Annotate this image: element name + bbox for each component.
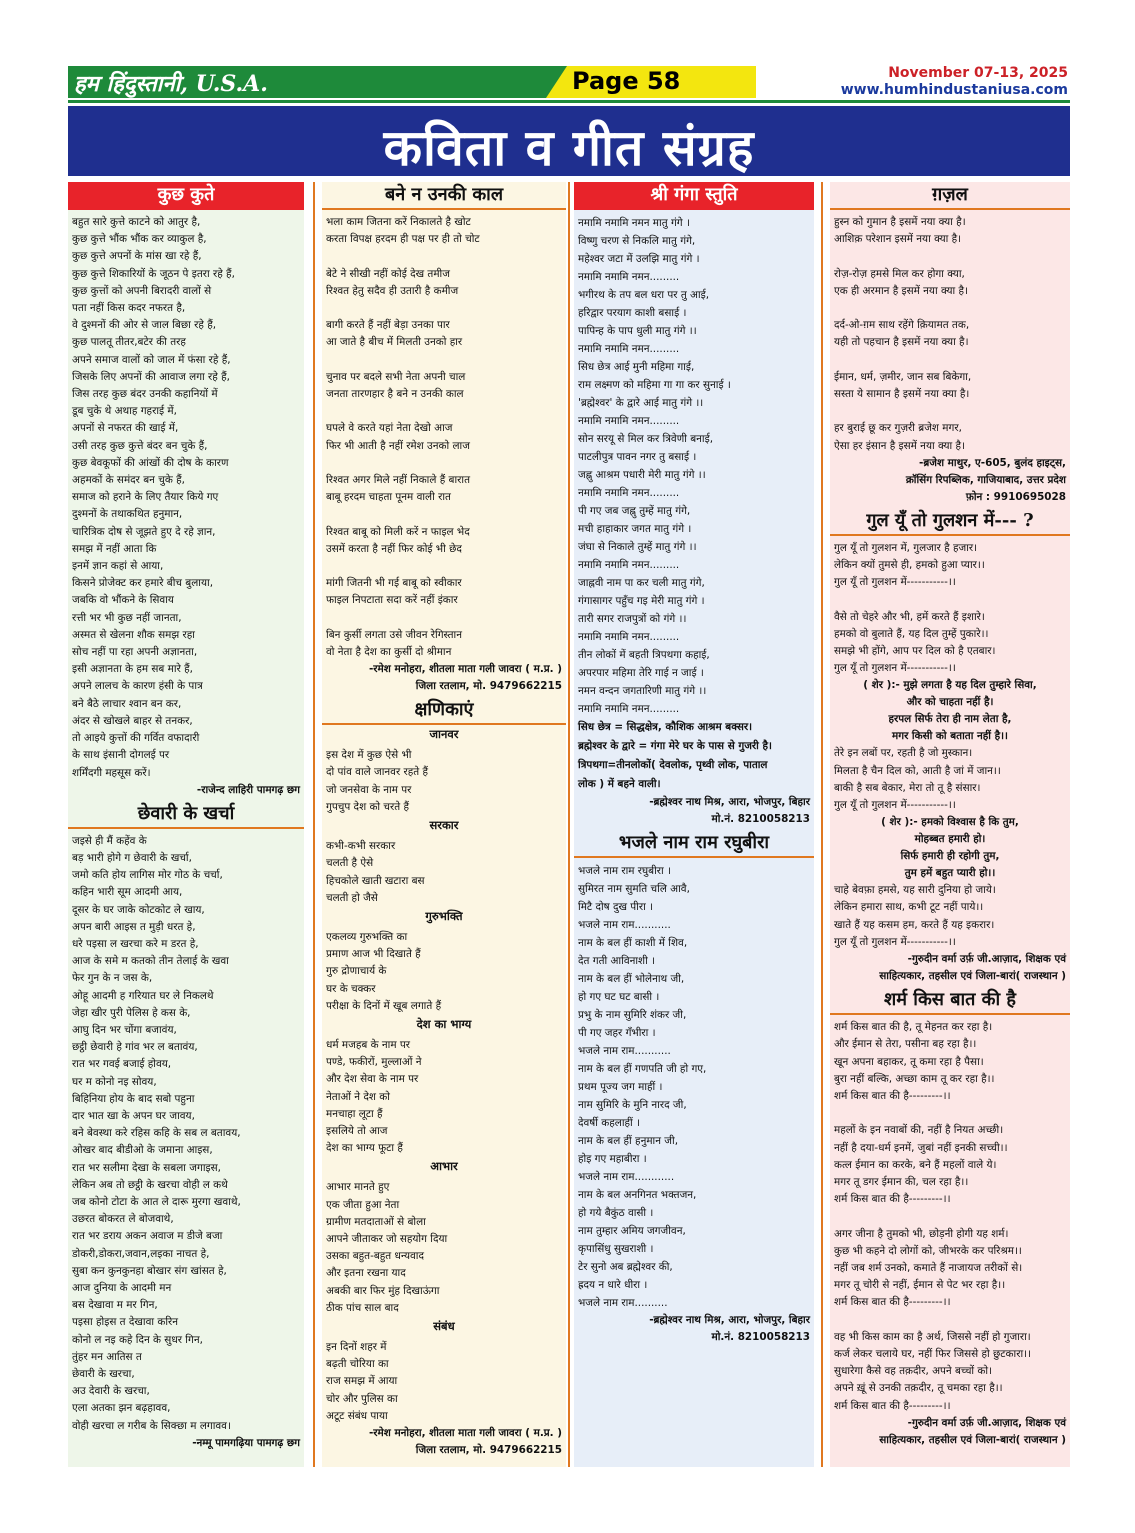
poem-text: गुल यूँ तो गुलशन में, गुलजार है हजार। लेकिन क्यों तुमसे ही, हमको हुआ प्यार।। गुल यूँ तो गुलशन में-----------।। वैसे तो चेहरे और भी, हमें करते हैं इशारे। हमको वो बुलाते हैं, यह दिल तुम्हें पुकारे।। समझे भी होंगे, आप पर दिल को है एतबार। गुल यूँ तो गुलशन में-----------।। [834,541,996,675]
poem-text: बहुत सारे कुत्ते काटने को आतुर है, कुछ कुत्ते भौंक भौंक कर व्याकुल है, कुछ कुत्ते अपनों के मांस खा रहे हैं, कुछ कुत्ते शिकारियों के जूठन पे इतरा रहे हैं, कुछ कुत्तों को अपनी बिरादरी वालों से पता नहीं किस कदर नफरत है, वे दुश्मनों की ओर से जाल बिछा रहे हैं, कुछ पालतू तीतर,बटेर की तरह अपने समाज वालों को जाल में फंसा रहे हैं, जिसके लिए अपनों की आवाज लगा रहे हैं, जिस तरह कुछ बंदर उनकी कहानियों में डूब चुके थे अथाह गहराई में, अपनों से नफरत की खाई में, उसी तरह कुछ कुत्ते बंदर बन चुके हैं, कुछ बेवकूफों की आंखों की दोष के कारण अहमकों के समंदर बन चुके हैं, समाज को हराने के लिए तैयार किये गए दुश्मनों के तथाकथित हनुमान, चारित्रिक दोष से जूझते हुए दे रहे ज्ञान, समझ में नहीं आता कि इनमें ज्ञान कहां से आया, किसने प्रोजेक्ट कर हमारे बीच बुलाया, जबकि वो भौंकने के सिवाय रत्ती भर भी कुछ नहीं जानता, अस्मत से खेलना शौक समझ रहा सोच नहीं पा रहा अपनी अज्ञानता, इसी अज्ञानता के हम सब मारे हैं, अपने लालच के कारण हंसी के पात्र बने बैठे लाचार श्वान बन कर, अंदर से खोखले बाहर से तनकर, तो आइये कुत्तों की गर्वित वफादारी के साथ इंसानी दोगलई पर शर्मिंदगी महसूस करें। [72,216,235,779]
section-title: कविता व गीत संग्रह [383,118,755,177]
short-poem-text: इस देश में कुछ ऐसे भी दो पांव वाले जानवर रहते हैं जो जनसेवा के नाम पर गुपचुप देश को चरते हैं [326,749,429,813]
poem-text: चाहे बेवफ़ा हमसे, यह सारी दुनिया हो जाये। लेकिन हमारा साथ, कभी टूट नहीं पाये।। खाते हैं यह कसम हम, करते हैं यह इकरार। गुल यूँ तो गुलशन में-----------।। [834,884,996,948]
poem-text: हुस्न को गुमान है इसमें नया क्या है। आशिक़ परेशान इसमें नया क्या है। रोज़-रोज़ हमसे मिल कर होगा क्या, एक ही अरमान है इसमें नया क्या है। दर्द-ओ-ग़म साथ रहेंगे क़ियामत तक, यही तो पहचान है इसमें नया क्या है। ईमान, धर्म, ज़मीर, जान सब बिकेगा, सस्ता ये सामान है इसमें नया क्या है। हर बुराई छू कर गुज़री ब्रजेश मगर, ऐसा हर इंसान है इसमें नया क्या है। [834,216,972,452]
column-divider [313,182,315,1467]
poem-text: नमामि नमामि नमन मातु गंगे । विष्णु चरण से निकलि मातु गंगे, महेश्वर जटा में उलझि मातु गंगे । नमामि नमामि नमन......... भगीरथ के तप बल धरा पर तु आई, हरिद्वार परयाग काशी बसाई । पापिन्ह के पाप धुली मातु गंगे ।। नमामि नमामि नमन......... सिध छेत्र आई मुनी महिमा गाई, राम लक्ष्मण को महिमा गा गा कर सुनाई । 'ब्रह्मेश्वर' के द्वारे आई मातु गंगे ।। नमामि नमामि नमन......... सोन सरयू से मिल कर त्रिवेणी बनाई, पाटलीपुत्र पावन नगर तु बसाई । जह्नु आश्रम पधारी मेरी मातु गंगे ।। नमामि नमामि नमन......... पी गए जब जह्नु तुम्हें मातु गंगे, मची हाहाकार जगत मातु गंगे । जंघा से निकाले तुम्हें मातु गंगे ।। नमामि नमामि नमन......... जाह्नवी नाम पा कर चली मातु गंगे, गंगासागर पहुँच गइ मेरी मातु गंगे । तारी सगर राजपुत्रों को गंगे ।। नमामि नमामि नमन......... तीन लोकों में बहती त्रिपथगा कहाई, अपरपार महिमा तेरि गाई न जाई । नमन वन्दन जगतारिणी मातु गंगे ।। नमामि नमामि नमन......... [578,217,731,715]
section-banner [68,106,1070,176]
poem-credit: -ब्रह्मेश्वर नाथ मिश्र, आरा, भोजपुर, बिहार मो.नं. 8210058213 [649,796,810,825]
poem-title: श्री गंगा स्तुति [574,182,814,210]
poem-title: ग़ज़ल [830,182,1070,210]
poem-text: शर्म किस बात की है, तू मेहनत कर रहा है। और ईमान से तेरा, पसीना बह रहा है।। खून अपना बहाकर, तू कमा रहा है पैसा। बुरा नहीं बल्कि, अच्छा काम तू कर रहा है।। शर्म किस बात की है---------।। महलों के इन नवाबों की, नहीं है नियत अच्छी। नहीं है दया-धर्म इनमें, जुबां नहीं इनकी सच्ची।। कत्ल ईमान का करके, बने हैं महलों वाले ये। मगर तू डगर ईमान की, चल रहा है।। शर्म किस बात की है---------।। अगर जीना है तुमको भी, छोड़नी होगी यह शर्म। कुछ भी कहने दो लोगों को, जीभरके कर परिश्रम।। नहीं जब शर्म उनको, कमाते हैं नाजायज तरीकों से। मगर तू चोरी से नहीं, ईमान से पेट भर रहा है।। शर्म किस बात की है---------।। वह भी किस काम का है अर्थ, जिससे नहीं हो गुजारा। कर्ज लेकर चलाये घर, नहीं फिर जिससे हो छुटकारा।। सुधारेगा कैसे वह तक़दीर, अपने बच्चों को। अपने ख़ूं से उनकी तक़दीर, तू चमका रहा है।। शर्म किस बात की है---------।। [834,1021,1032,1412]
poem-title: गुल यूँ तो गुलशन में--- ? [830,508,1070,536]
poem-title: बने न उनकी काल [322,182,566,210]
poem-text: भला काम जितना करें निकालते है खोट करता विपक्ष हरदम ही पक्ष पर ही तो चोट बेटे ने सीखी नहीं कोई देख तमीज रिश्वत हेतु सदैव ही उतारी है कमीज बागी करते हैं नहीं बेड़ा उनका पार आ जाते है बीच में मिलती उनको हार चुनाव पर बदले सभी नेता अपनी चाल जनता तारणहार है बने न उनकी काल घपले वे करते यहां नेता देखो आज फिर भी आती है नहीं रमेश उनको लाज रिश्वत अगर मिले नहीं निकाले हैं बारात बाबू हरदम चाहता पूनम वाली रात रिश्वत बाबू को मिली करें न फाइल भेद उसमें करता है नहीं फिर कोई भी छेद मांगी जितनी भी गई बाबू को स्वीकार फाइल निपटाता सदा करें नहीं इंकार बिन कुर्सी लगता उसे जीवन रेगिस्तान वो नेता है देश का कुर्सी दो श्रीमान [326,216,480,659]
short-poem-title: सरकार [429,818,459,833]
short-poem-title: संबंध [433,1318,455,1333]
short-poem-text: कभी-कभी सरकार चलती है ऐसे हिचकोले खाती खटारा बस चलती हो जैसे [326,840,425,904]
poem-credit: -गुरुदीन वर्मा उर्फ़ जी.आज़ाद, शिक्षक एवं साहित्यकार, तहसील एवं जिला-बारां( राजस्थान ) [879,1416,1066,1446]
page-number: Page 58 [572,67,681,95]
short-poem-title: गुरुभक्ति [425,908,463,923]
short-poem-text: इन दिनों शहर में बढ़ती चोरिया का राज समझ में आया चोर और पुलिस का अटूट संबंध पाया [326,1340,398,1422]
short-poem-title: देश का भाग्य [416,1016,472,1031]
column-divider [568,182,570,1467]
poem-credit: -नम्मू पामगढ़िया पामगढ़ छग [192,1436,300,1449]
short-poem-title: जानवर [429,727,459,742]
poem-credit: -रमेश मनोहरा, शीतला माता गली जावरा ( म.प्र. ) जिला रतलाम, मो. 9479662215 [368,663,562,693]
poem-title: छेवारी के खर्चा [68,801,304,829]
poem-credit: -ब्रह्मेश्वर नाथ मिश्र, आरा, भोजपुर, बिहार मो.नं. 8210058213 [649,1314,810,1343]
column-2 [322,182,566,1467]
column-1 [68,182,304,1467]
poem-title: शर्म किस बात की है [830,987,1070,1015]
masthead-rule [68,100,1070,103]
column-3 [574,182,814,1467]
masthead [68,66,1070,100]
poem-credit: -राजेन्द लाहिरी पामगढ़ छग [196,783,300,796]
poem-footnote: सिध छेत्र = सिद्धक्षेत्र, कौशिक आश्रम बक्सर। ब्रह्मेश्वर के द्वारे = गंगा मेरे घर के पास से गुजरी है। त्रिपथगा=तीनलोकों( देवलोक, पृथ्वी लोक, पाताल लोक ) में बहने वाली। [578,721,772,790]
sher: ( शेर ):- मुझे लगता है यह दिल तुम्हारे सिवा, और को चाहता नहीं है। हरपल सिर्फ तेरा ही नाम लेता है, मगर किसी को बताता नहीं है।। [863,679,1037,743]
short-poem-title: आभार [430,1159,458,1174]
poem-credit: -गुरुदीन वर्मा उर्फ़ जी.आज़ाद, शिक्षक एवं साहित्यकार, तहसील एवं जिला-बारां( राजस्थान ) [879,953,1066,983]
poem-text: तेरे इन लबों पर, रहती है जो मुस्कान। मिलता है चैन दिल को, आती है जां में जान।। बाकी है सब बेकार, मेरा तो तू है संसार। गुल यूँ तो गुलशन में-----------।। [834,747,1001,812]
sher: ( शेर ):- हमको विश्वास है कि तुम, मोहब्बत हमारी हो। सिर्फ हमारी ही रहोगी तुम, तुम हमें बहुत प्यारी हो।। [881,816,1019,880]
newspaper-name: हम हिंदुस्तानी, U.S.A. [74,71,268,97]
column-4 [830,182,1070,1467]
poem-title: भजले नाम राम रघुबीरा [574,830,814,858]
poem-title: कुछ कुते [68,182,304,210]
short-poem-text: आभार मानते हुए एक जीता हुआ नेता ग्रामीण मतदाताओं से बोला आपने जीताकर जो सहयोग दिया उसका बहुत-बहुत धन्यवाद और इतना रखना याद अबकी बार फिर मुंह दिखाऊंगा ठीक पांच साल बाद [326,1181,448,1314]
column-divider [821,182,823,1467]
poem-text: जइसे ही मैं कहेंव के बड़ भारी होगे ग छेवारी के खर्चा, जमो कति होय लागिस मोर गोठ के चर्चा, कहिन भारी सूम आदमी आय, दूसर के घर जाके कोटकोट ले खाय, अपन बारी आइस त मुड़ी धरत हे, धरे पइसा ल खरचा करे म डरत हे, आज के समे म कतको तीन तेलाई के खवा फेर गुन के न जस के, ओहू आदमी ह गरियात घर ले निकलथे जेहा खीर पुरी पेलिस हे कस के, आघु दिन भर चोंगा बजावंय, छट्ठी छेवारी हे गांव भर ल बतावंय, रात भर गवई बजाई होवय, घर म कोनो नइ सोवय, बिहिनिया होय के बाद सबो पहुना दार भात खा के अपन घर जावय, बने बेवस्था करे रहिस कहि के सब ल बतावय, ओखर बाद बीडीओ के जमाना आइस, रात भर सलीमा देखा के सबला जगाइस, लेकिन अब तो छट्ठी के खरचा वोही ल कथे जब कोनो टोटा के आत ले दारू मुरगा खवाथे, उछरत बोकरत ले बोजवाथे, रात भर डराय अकन अवाज म डीजे बजा डोकरी,डोकरा,जवान,लइका नाचत हे, सुबा कन कुनकुनहा बोखार संग खांसत हे, आज दुनिया के आदमी मन बस देखावा म मर गिन, पइसा होइस त देखावा करिन कोनो ल नइ कहे दिन के सुधर गिन, तुंहर मन आतिस त छेवारी के खरचा, अउ देवारी के खरचा, एला अतका झन बढ़हावव, वोही खरचा ल गरीब के सिक्छा म लगावव। [72,834,241,1432]
poem-text: भजले नाम राम रघुबीरा । सुमिरत नाम सुमति चलि आवै, मिटै दोष दुख पीरा । भजले नाम राम........... नाम के बल हीं काशी में शिव, देत गती आविनाशी । नाम के बल हीं भोलेनाथ जी, हो गए घट घट बासी । प्रभु के नाम सुमिरि शंकर जी, पी गए जहर गँभीरा । भजले नाम राम........... नाम के बल हीं गणपति जी हो गए, प्रथम पूज्य जग माहीं । नाम सुमिरि के मुनि नारद जी, देवर्षी कहलाहीं । नाम के बल हीं हनुमान जी, होइ गए महाबीरा । भजले नाम राम............ नाम के बल अनगिनत भक्तजन, हो गये बैकुंठ वासी । नाम तुम्हार अमिय जगजीवन, कृपासिंधु सुखराशी । टेर सुनो अब ब्रह्मेश्वर की, ह्रदय न धारे धीरा । भजले नाम राम.......... [578,865,707,1309]
website-link[interactable]: www.humhindustaniusa.com [840,82,1068,98]
poem-credit: -रमेश मनोहरा, शीतला माता गली जावरा ( म.प्र. ) जिला रतलाम, मो. 9479662215 [368,1426,562,1456]
short-poem-text: धर्म मजहब के नाम पर पण्डे, फकीरों, मुल्लाओं ने और देश सेवा के नाम पर नेताओं ने देश को मनचाहा लूटा हैं इसलिये तो आज देश का भाग्य फूटा हैं [326,1038,422,1155]
short-poem-text: एकलव्य गुरुभक्ति का प्रमाण आज भी दिखाते हैं गुरु द्रोणाचार्य के घर के चक्कर परीक्षा के दिनों में खूब लगाते हैं [326,930,442,1012]
issue-date: November 07-13, 2025 [888,65,1068,81]
poem-credit: -ब्रजेश माथुर, ए-605, बुलंद हाइट्स, क्रॉसिंग रिपब्लिक, गाजियाबाद, उत्तर प्रदेश फ़ोन : 9910695028 [905,456,1066,503]
poem-title: क्षणिकाएं [322,697,566,725]
